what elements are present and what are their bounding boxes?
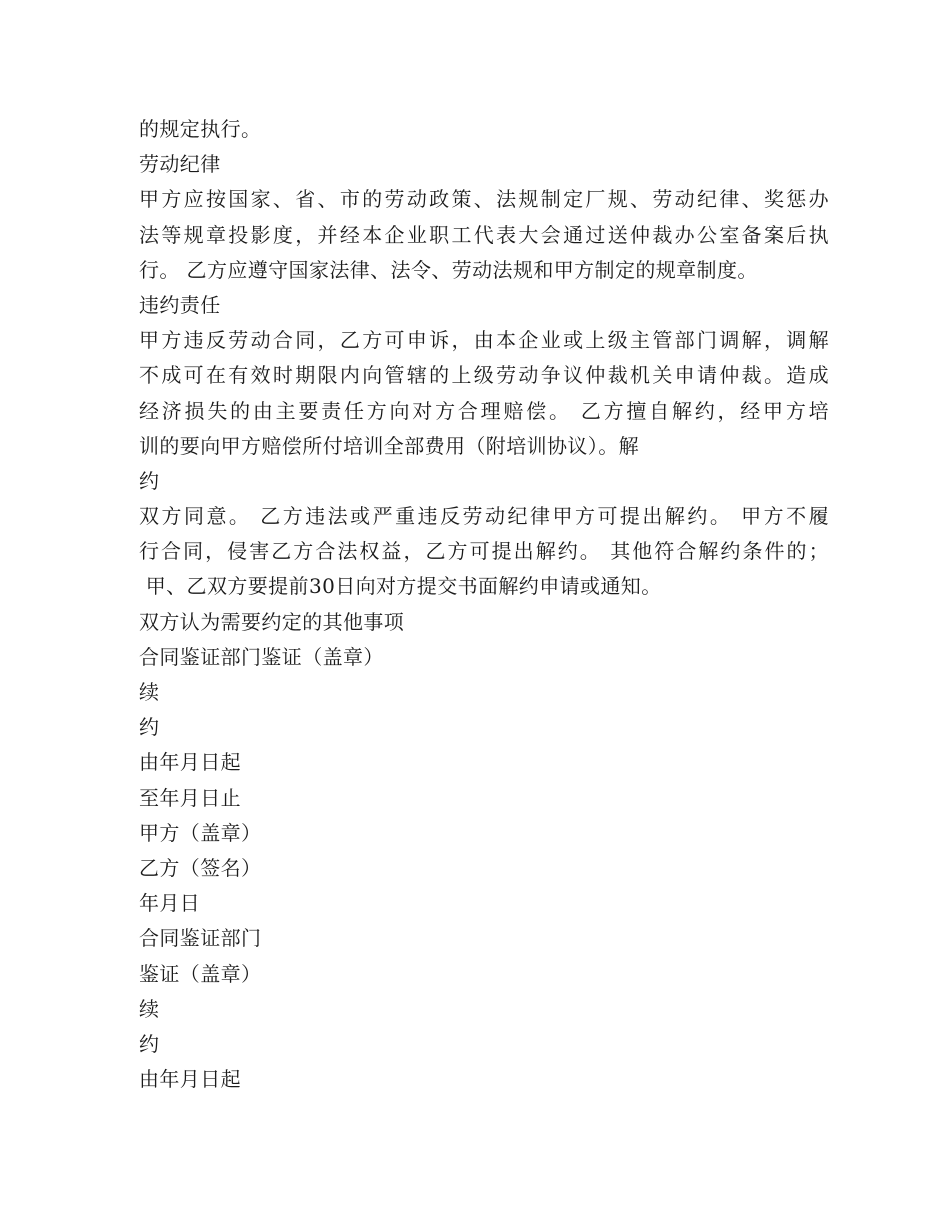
text-line: 续 bbox=[139, 996, 160, 1021]
section-heading-labor-discipline: 劳动纪律 bbox=[139, 152, 221, 177]
section-heading-breach-liability: 违约责任 bbox=[139, 292, 221, 317]
text-line: 至年月日止 bbox=[139, 785, 241, 810]
party-a-seal-label: 甲方（盖章） bbox=[139, 820, 262, 845]
party-b-signature-label: 乙方（签名） bbox=[139, 855, 262, 880]
text-line: 训的要向甲方赔偿所付培训全部费用（附培训协议）。解 bbox=[139, 433, 639, 458]
date-label: 年月日 bbox=[139, 891, 201, 916]
text-line: 甲、乙双方要提前30日向对方提交书面解约申请或通知。 bbox=[139, 574, 662, 599]
text-line: 约 bbox=[139, 715, 160, 740]
text-line: 鉴证（盖章） bbox=[139, 961, 262, 986]
text-line: 行。 乙方应遵守国家法律、法令、劳动法规和甲方制定的规章制度。 bbox=[139, 257, 758, 282]
text-line: 甲方应按国家、省、市的劳动政策、法规制定厂规、劳动纪律、奖惩办 bbox=[139, 187, 829, 212]
text-line: 合同鉴证部门鉴证（盖章） bbox=[139, 644, 384, 669]
text-line: 双方同意。 乙方违法或严重违反劳动纪律甲方可提出解约。 甲方不履 bbox=[139, 504, 829, 529]
text-line: 由年月日起 bbox=[139, 750, 241, 775]
section-heading-termination: 约 bbox=[139, 468, 160, 493]
text-line: 甲方违反劳动合同，乙方可申诉，由本企业或上级主管部门调解，调解 bbox=[139, 328, 829, 353]
text-line: 法等规章投影度，并经本企业职工代表大会通过送仲裁办公室备案后执 bbox=[139, 222, 829, 247]
text-line: 合同鉴证部门 bbox=[139, 926, 262, 951]
text-line: 经济损失的由主要责任方向对方合理赔偿。 乙方擅自解约，经甲方培 bbox=[139, 398, 829, 423]
document-body bbox=[139, 112, 829, 1097]
text-line: 由年月日起 bbox=[139, 1067, 241, 1092]
section-heading-other-matters: 双方认为需要约定的其他事项 bbox=[139, 609, 405, 634]
text-line: 的规定执行。 bbox=[139, 117, 262, 141]
text-line: 约 bbox=[139, 1031, 160, 1056]
text-line: 行合同，侵害乙方合法权益，乙方可提出解约。 其他符合解约条件的； bbox=[139, 539, 829, 564]
text-line: 续 bbox=[139, 680, 160, 704]
text-line: 不成可在有效时期限内向管辖的上级劳动争议仲裁机关申请仲裁。造成 bbox=[139, 363, 829, 388]
